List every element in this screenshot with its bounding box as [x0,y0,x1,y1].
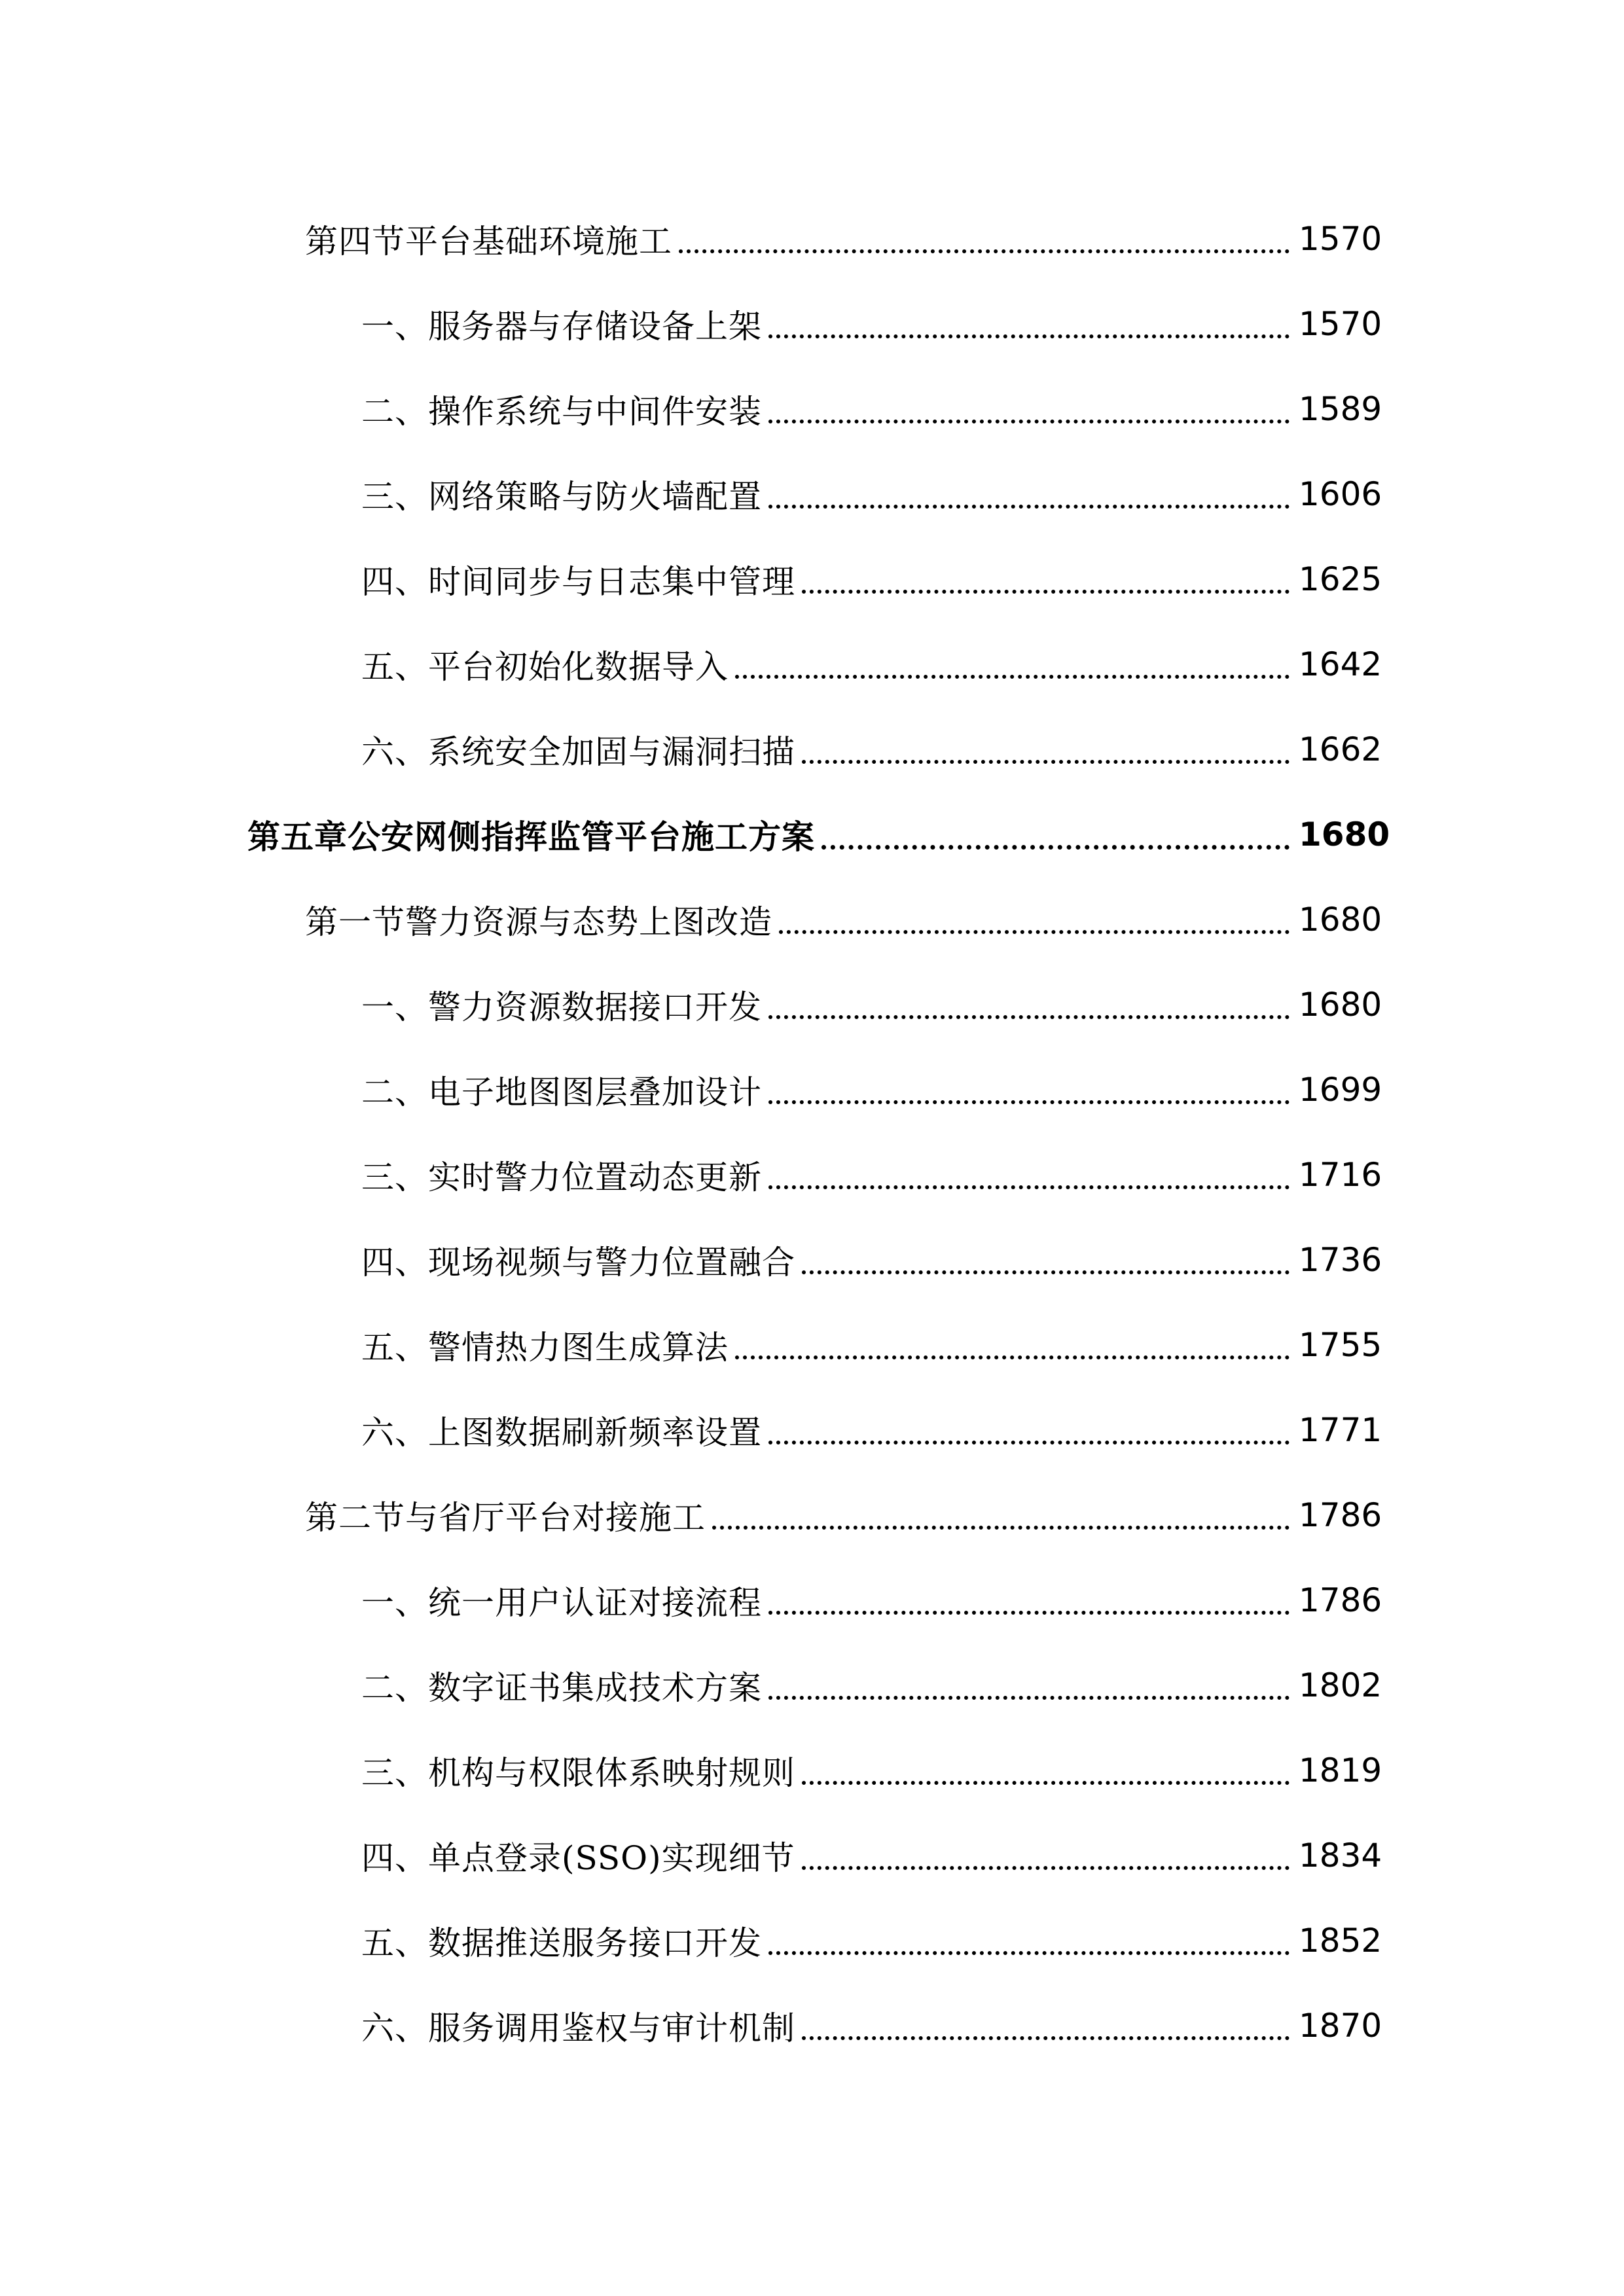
toc-entry-title: 五、警情热力图生成算法 [361,1329,729,1367]
toc-entry[interactable] [0,1983,1624,2068]
toc-entry-title: 五、数据推送服务接口开发 [361,1924,762,1962]
toc-entry-page: 1852 [1299,1922,1382,1960]
toc-entry-page: 1755 [1299,1326,1382,1364]
dot-leader [679,230,1290,253]
toc-entry-page: 1834 [1299,1837,1382,1874]
toc-entry[interactable] [0,1132,1624,1217]
toc-entry-page: 1642 [1299,645,1382,683]
dot-leader [735,1336,1290,1359]
toc-entry-page: 1680 [1299,901,1382,939]
toc-entry[interactable] [0,622,1624,707]
table-of-contents [0,196,1624,2068]
toc-entry-page: 1680 [1299,816,1390,853]
toc-entry[interactable] [0,707,1624,792]
dot-leader [768,1676,1290,1700]
toc-entry-title: 第四节平台基础环境施工 [305,223,672,260]
toc-entry-title: 二、数字证书集成技术方案 [361,1669,762,1707]
dot-leader [768,996,1290,1019]
toc-entry[interactable] [0,1728,1624,1813]
toc-entry-title: 一、服务器与存储设备上架 [361,308,762,346]
toc-entry[interactable] [0,196,1624,281]
toc-entry-title: 六、上图数据刷新频率设置 [361,1414,762,1452]
toc-entry-title: 一、警力资源数据接口开发 [361,988,762,1026]
toc-entry[interactable] [0,281,1624,367]
dot-leader [768,1421,1290,1444]
toc-entry-title: 第一节警力资源与态势上图改造 [305,903,772,941]
toc-entry[interactable] [0,1473,1624,1558]
toc-entry-page: 1570 [1299,220,1382,258]
toc-entry-title: 五、平台初始化数据导入 [361,648,729,686]
toc-entry-page: 1625 [1299,560,1382,598]
toc-entry-title: 四、时间同步与日志集中管理 [361,563,795,601]
toc-entry[interactable] [0,367,1624,452]
toc-entry-title: 第五章公安网侧指挥监管平台施工方案 [247,817,815,856]
dot-leader [802,2017,1290,2040]
toc-entry[interactable] [0,1898,1624,1983]
toc-entry-page: 1606 [1299,475,1382,513]
dot-leader [735,655,1290,679]
toc-entry-page: 1680 [1299,986,1382,1024]
dot-leader [768,400,1290,423]
dot-leader [779,910,1290,934]
dot-leader [802,1251,1290,1274]
dot-leader [802,1761,1290,1785]
toc-entry[interactable] [0,962,1624,1047]
toc-entry-title: 六、服务调用鉴权与审计机制 [361,2009,795,2047]
toc-entry[interactable] [0,537,1624,622]
dot-leader [768,1081,1290,1104]
toc-entry-title: 四、现场视频与警力位置融合 [361,1244,795,1282]
toc-entry-page: 1716 [1299,1156,1382,1194]
toc-entry-title: 六、系统安全加固与漏洞扫描 [361,733,795,771]
dot-leader [768,485,1290,509]
toc-chapter-entry[interactable] [0,792,1624,877]
dot-leader [768,1166,1290,1189]
dot-leader [768,1591,1290,1615]
dot-leader [802,1846,1290,1870]
toc-entry-title: 二、操作系统与中间件安装 [361,393,762,431]
dot-leader [802,740,1290,764]
toc-entry[interactable] [0,877,1624,962]
toc-entry-page: 1662 [1299,730,1382,768]
toc-entry-title: 四、单点登录(SSO)实现细节 [361,1839,795,1877]
dot-leader [768,1931,1290,1955]
toc-entry[interactable] [0,1302,1624,1388]
toc-entry-page: 1699 [1299,1071,1382,1109]
toc-entry[interactable] [0,452,1624,537]
toc-entry-page: 1802 [1299,1666,1382,1704]
toc-entry-title: 三、机构与权限体系映射规则 [361,1754,795,1792]
toc-entry-page: 1589 [1299,390,1382,428]
toc-entry-page: 1819 [1299,1751,1382,1789]
toc-entry-title: 第二节与省厅平台对接施工 [305,1499,706,1537]
toc-entry[interactable] [0,1388,1624,1473]
toc-entry[interactable] [0,1047,1624,1132]
toc-entry-page: 1786 [1299,1496,1382,1534]
toc-entry[interactable] [0,1558,1624,1643]
dot-leader [712,1506,1290,1530]
dot-leader [768,315,1290,338]
toc-entry[interactable] [0,1217,1624,1302]
toc-entry-page: 1736 [1299,1241,1382,1279]
toc-entry[interactable] [0,1643,1624,1728]
dot-leader [821,825,1290,850]
toc-entry-page: 1771 [1299,1411,1382,1449]
toc-entry-title: 三、网络策略与防火墙配置 [361,478,762,516]
toc-entry[interactable] [0,1813,1624,1898]
toc-entry-title: 二、电子地图图层叠加设计 [361,1073,762,1111]
toc-entry-title: 一、统一用户认证对接流程 [361,1584,762,1622]
toc-entry-page: 1786 [1299,1581,1382,1619]
toc-entry-title: 三、实时警力位置动态更新 [361,1158,762,1196]
toc-entry-page: 1870 [1299,2007,1382,2045]
dot-leader [802,570,1290,594]
toc-entry-page: 1570 [1299,305,1382,343]
